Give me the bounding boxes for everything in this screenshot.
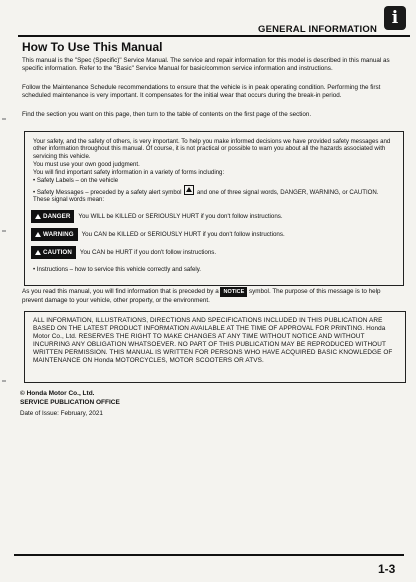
signal-word: WARNING: [43, 230, 74, 238]
signal-text: You CAN be HURT if you don't follow instructions.: [79, 248, 217, 256]
publisher-office: SERVICE PUBLICATION OFFICE: [20, 399, 120, 406]
safety-bullet: • Instructions – how to service this vehicle correctly and safely.: [33, 266, 201, 273]
info-icon: i: [384, 6, 406, 30]
binder-mark: [2, 380, 6, 382]
copyright: © Honda Motor Co., Ltd.: [20, 390, 95, 397]
page-number: 1-3: [378, 562, 396, 576]
issue-date: Date of Issue: February, 2021: [20, 410, 103, 417]
notice-text: As you read this manual, you will find information that is preceded by a: [22, 288, 219, 295]
legal-text: ALL INFORMATION, ILLUSTRATIONS, DIRECTIONS AND SPECIFICATIONS INCLUDED IN THIS PUBLICATION ARE BASED ON THE LATEST PRODUCT INFORMATION AVAILABLE AT THE TIME OF APPROVAL FOR PRINTING. Honda Motor Co., Ltd. RESERVES THE RIGHT TO MAKE CHANGES AT ANY TIME WITHOUT NOTICE AND WITHOUT INCURRING ANY OBLIGATION WHATSOEVER. NO PART OF THIS PUBLICATION MAY BE REPRODUCED WITHOUT WRITTEN PERMISSION. THIS MANUAL IS WRITTEN FOR PERSONS WHO HAVE ACQUIRED BASIC KNOWLEDGE OF MAINTENANCE ON Honda MOTORCYCLES, MOTOR SCOOTERS OR ATVS.: [33, 317, 393, 364]
section-title: GENERAL INFORMATION: [258, 24, 378, 35]
signal-word: DANGER: [43, 212, 71, 220]
signal-row-warning: [31, 228, 285, 240]
safety-bullet-text: and one of three signal words, DANGER, WARNING, or CAUTION. These signal words mean:: [33, 189, 379, 204]
signal-row-caution: [31, 246, 216, 258]
warning-badge: [31, 228, 78, 241]
notice-paragraph: [22, 287, 402, 305]
caution-badge: [31, 246, 76, 259]
signal-text: You CAN be KILLED or SERIOUSLY HURT if you don't follow instructions.: [81, 230, 285, 238]
intro-paragraph: This manual is the "Spec (Specific)" Service Manual. The service and repair information for this model is described in this manual as specific information. Refer to the "Basic" Service Manual for basic/common service information and instructions.: [22, 57, 390, 72]
binder-mark: [2, 230, 6, 232]
safety-box: [24, 131, 404, 286]
safety-paragraph: You will find important safety information in a variety of forms including:: [33, 169, 225, 176]
safety-bullet-text: • Safety Messages – preceded by a safety alert symbol: [33, 189, 182, 196]
signal-word: CAUTION: [43, 248, 72, 256]
alert-triangle-icon: [35, 214, 41, 219]
signal-row-danger: [31, 210, 283, 222]
danger-badge: [31, 210, 74, 223]
alert-triangle-icon: [35, 232, 41, 237]
signal-text: You WILL be KILLED or SERIOUSLY HURT if you don't follow instructions.: [78, 212, 283, 220]
safety-paragraph: Your safety, and the safety of others, is very important. To help you make informed decisions we have provided safety messages and other information throughout this manual. Of course, it is not practical or possible to warn you about all the hazards associated with servicing this vehicle.: [33, 138, 391, 160]
safety-bullet: • Safety Labels – on the vehicle: [33, 177, 119, 184]
legal-box: [24, 311, 406, 383]
footer-rule: [14, 554, 404, 556]
header-rule: [18, 35, 410, 37]
safety-bullet: [33, 185, 393, 204]
binder-mark: [2, 118, 6, 120]
notice-text: symbol. The purpose of this message is to help prevent damage to your vehicle, other property, or the environment.: [22, 288, 381, 304]
intro-paragraph: Follow the Maintenance Schedule recommendations to ensure that the vehicle is in peak operating condition. Performing the first scheduled maintenance is very important. It compensates for the initial wear that occurs during the break-in period.: [22, 84, 381, 99]
safety-alert-icon: [184, 185, 194, 195]
safety-paragraph: You must use your own good judgment.: [33, 161, 140, 168]
page-title: How To Use This Manual: [22, 40, 163, 54]
alert-triangle-icon: [35, 250, 41, 255]
notice-symbol: NOTICE: [220, 287, 247, 297]
intro-paragraph: Find the section you want on this page, then turn to the table of contents on the first page of the section.: [22, 111, 312, 118]
